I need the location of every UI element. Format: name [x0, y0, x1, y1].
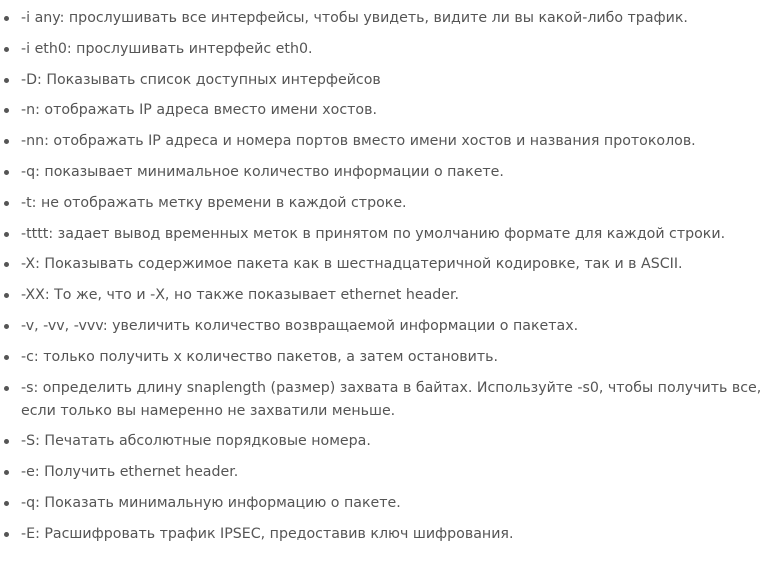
bullet-icon	[4, 355, 9, 360]
bullet-icon	[4, 293, 9, 298]
bullet-icon	[4, 47, 9, 52]
list-item	[0, 346, 770, 369]
list-item	[0, 315, 770, 338]
list-item-text: -nn: отображать IP адреса и номера портов вместо имени хостов и названия протоколов.	[21, 133, 696, 150]
list-item-text: -t: не отображать метку времени в каждой строке.	[21, 194, 407, 211]
bullet-icon	[4, 201, 9, 206]
list-item-text: -i eth0: прослушивать интерфейс eth0.	[21, 40, 313, 57]
list-item-text: -S: Печатать абсолютные порядковые номера.	[21, 433, 371, 450]
list-item-text: -c: только получить x количество пакетов, а затем остановить.	[21, 348, 499, 365]
bullet-icon	[4, 78, 9, 83]
list-item	[0, 284, 770, 307]
list-item	[0, 192, 770, 215]
bullet-icon	[4, 386, 9, 391]
list-item	[0, 69, 770, 92]
list-item	[0, 253, 770, 276]
list-item	[0, 492, 770, 515]
list-item-text: -i any: прослушивать все интерфейсы, чтобы увидеть, видите ли вы какой-либо трафик.	[21, 10, 688, 26]
bullet-icon	[4, 170, 9, 175]
bullet-icon	[4, 532, 9, 537]
list-item-text: -X: Показывать содержимое пакета как в шестнадцатеричной кодировке, так и в ASCII.	[21, 256, 683, 273]
list-item	[0, 523, 770, 546]
bullet-icon	[4, 501, 9, 506]
list-item	[0, 38, 770, 61]
list-item	[0, 99, 770, 122]
list-item	[0, 223, 770, 246]
bullet-icon	[4, 108, 9, 113]
list-item-text: -s: определить длину snaplength (размер) захвата в байтах. Используйте -s0, чтобы получить все, если только вы намеренно не захватили меньше.	[21, 379, 762, 419]
list-item-text: -q: Показать минимальную информацию о пакете.	[21, 494, 401, 511]
bullet-icon	[4, 324, 9, 329]
list-item-text: -q: показывает минимальное количество информации о пакете.	[21, 163, 504, 180]
bullet-icon	[4, 232, 9, 237]
list-item-text: -n: отображать IP адреса вместо имени хостов.	[21, 102, 377, 119]
list-item-text: -tttt: задает вывод временных меток в принятом по умолчанию формате для каждой строки.	[21, 225, 726, 242]
bullet-icon	[4, 439, 9, 444]
bullet-icon	[4, 262, 9, 267]
list-item-text: -E: Расшифровать трафик IPSEC, предоставив ключ шифрования.	[21, 525, 514, 542]
list-item	[0, 430, 770, 453]
bullet-icon	[4, 16, 9, 21]
list-item-text: -e: Получить ethernet header.	[21, 464, 239, 481]
list-item	[0, 130, 770, 153]
list-item	[0, 161, 770, 184]
list-item-text: -XX: То же, что и -X, но также показывает ethernet header.	[21, 287, 460, 304]
bullet-icon	[4, 139, 9, 144]
bullet-icon	[4, 470, 9, 475]
list-item-text: -D: Показывать список доступных интерфейсов	[21, 71, 381, 88]
list-item	[0, 461, 770, 484]
list-item	[0, 377, 770, 423]
list-item	[0, 7, 770, 30]
list-item-text: -v, -vv, -vvv: увеличить количество возвращаемой информации о пакетах.	[21, 317, 579, 334]
